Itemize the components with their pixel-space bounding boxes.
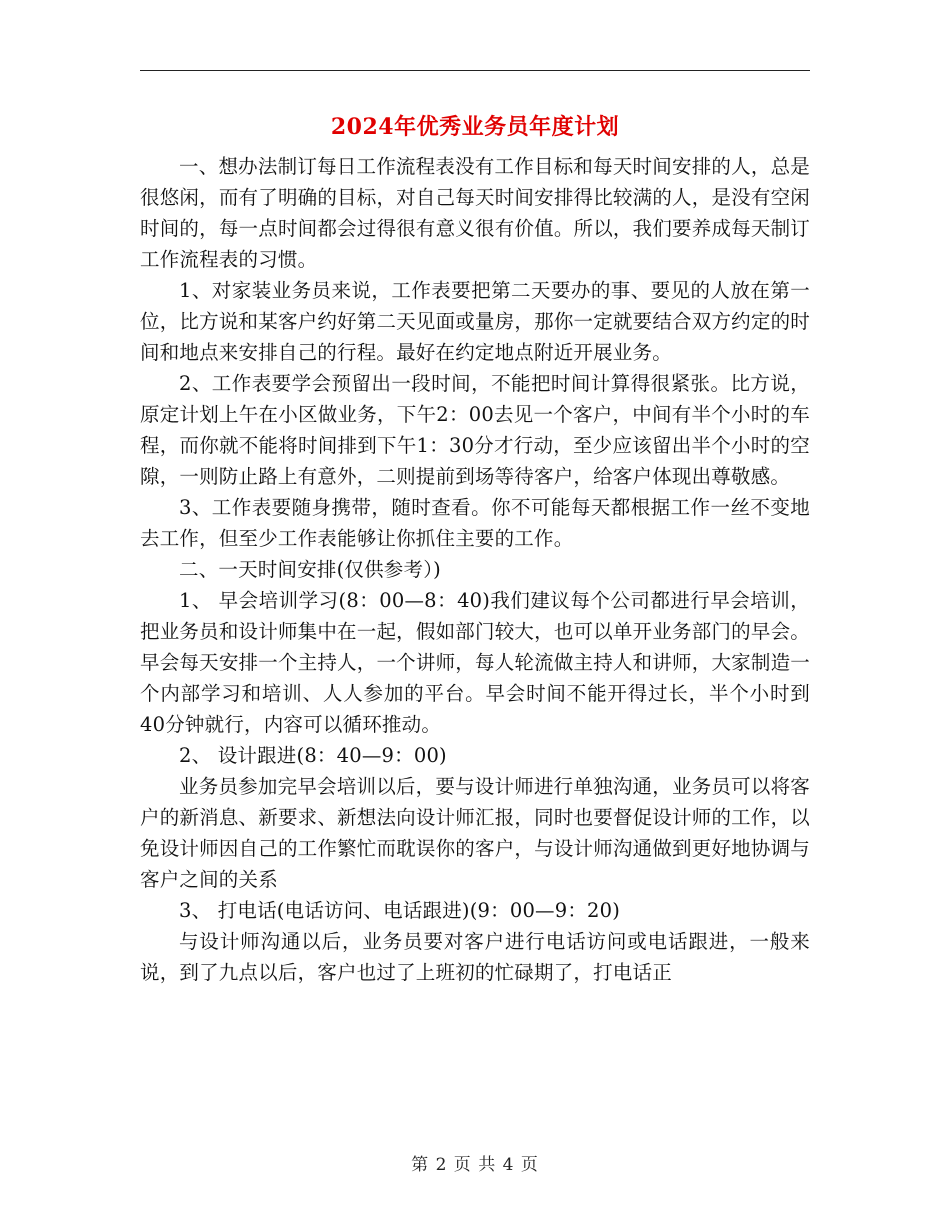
document-title: 2024年优秀业务员年度计划 [330, 114, 620, 140]
paragraph-item-2: 2、工作表要学会预留出一段时间，不能把时间计算得很紧张。比方说，原定计划上午在小区做业务，下午2：00去见一个客户，中间有半个小时的车程，而你就不能将时间排到下午1：30分才行动，至少应该留出半个小时的空隙，一则防止路上有意外，二则提前到场等待客户，给客户体现出尊敬感。 [140, 372, 810, 488]
paragraph-section-two: 二、一天时间安排(仅供参考）) [179, 558, 441, 581]
document-body [140, 151, 810, 988]
paragraph-phone-call-heading: 3、 打电话(电话访问、电话跟进)(9：00—9：20) [179, 899, 621, 922]
paragraph-morning-meeting: 1、 早会培训学习(8：00—8：40)我们建议每个公司都进行早会培训，把业务员和设计师集中在一起，假如部门较大，也可以单开业务部门的早会。早会每天安排一个主持人，一个讲师，每人轮流做主持人和讲师，大家制造一个内部学习和培训、人人参加的平台。早会时间不能开得过长，半个小时到40分钟就行，内容可以循环推动。 [140, 589, 810, 736]
paragraph-design-followup: 业务员参加完早会培训以后，要与设计师进行单独沟通，业务员可以将客户的新消息、新要求、新想法向设计师汇报，同时也要督促设计师的工作，以免设计师因自己的工作繁忙而耽误你的客户，与设计师沟通做到更好地协调与客户之间的关系 [140, 775, 810, 891]
paragraph-item-1: 1、对家装业务员来说，工作表要把第二天要办的事、要见的人放在第一位，比方说和某客户约好第二天见面或量房，那你一定就要结合双方约定的时间和地点来安排自己的行程。最好在约定地点附近开展业务。 [140, 279, 810, 364]
header-rule [140, 70, 810, 71]
page-number-footer: 第 2 页 共 4 页 [411, 1155, 539, 1175]
paragraph-item-3: 3、工作表要随身携带，随时查看。你不可能每天都根据工作一丝不变地去工作，但至少工作表能够让你抓住主要的工作。 [140, 496, 810, 550]
paragraph-design-followup-heading: 2、 设计跟进(8：40—9：00) [179, 744, 447, 767]
paragraph-section-one: 一、想办法制订每日工作流程表没有工作目标和每天时间安排的人，总是很悠闲，而有了明确的目标，对自己每天时间安排得比较满的人，是没有空闲时间的，每一点时间都会过得很有意义很有价值。所以，我们要养成每天制订工作流程表的习惯。 [140, 155, 810, 271]
paragraph-phone-call: 与设计师沟通以后，业务员要对客户进行电话访问或电话跟进，一般来说，到了九点以后，客户也过了上班初的忙碌期了，打电话正 [140, 930, 810, 984]
